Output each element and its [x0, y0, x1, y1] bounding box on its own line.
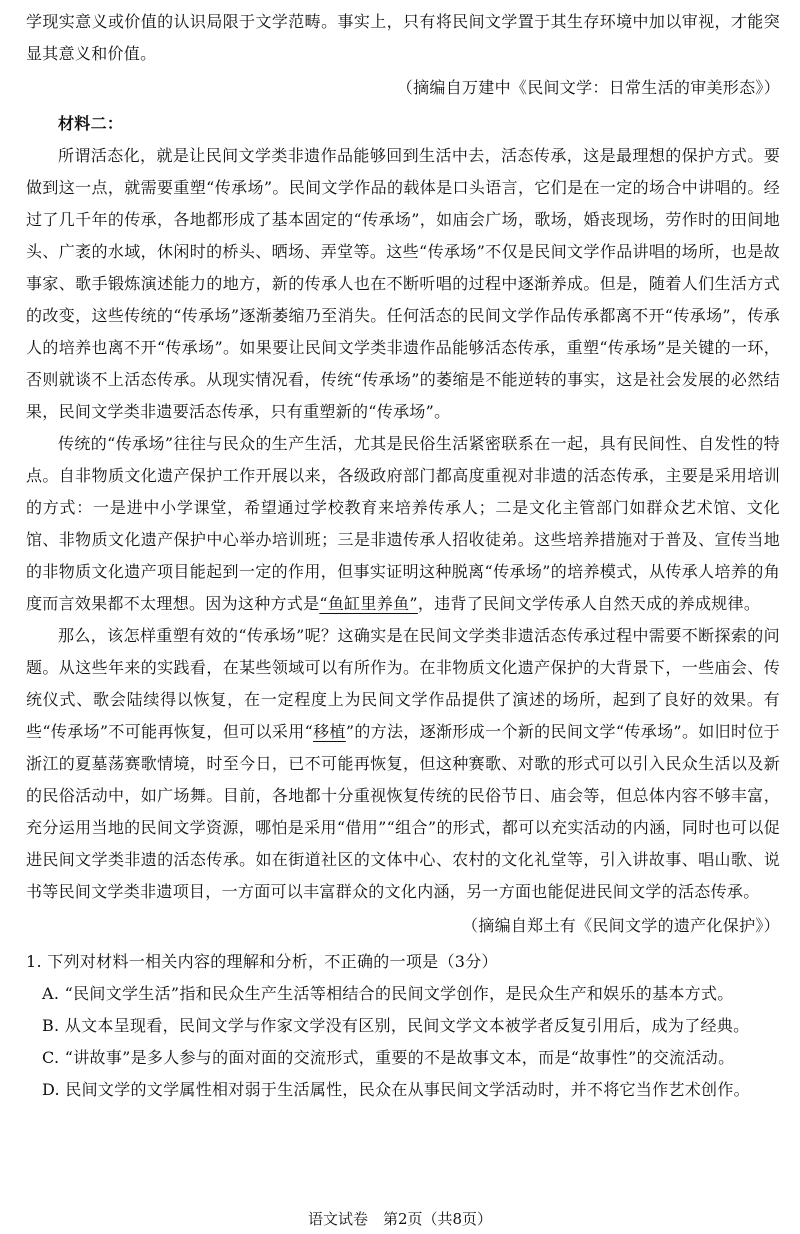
- question-1-option-b: B. 从文本呈现看，民间文学与作家文学没有区别，民间文学文本被学者反复引用后，成为了经典。: [42, 1016, 750, 1035]
- underlined-phrase-fish-tank: “鱼缸里养鱼”: [319, 594, 418, 613]
- material2-paragraph-3: 那么，该怎样重塑有效的“传承场”呢？这确实是在民间文学类非遗活态传承过程中需要不断探索的问题。从这些年来的实践看，在某些领域可以有所作为。在非物质文化遗产保护的大背景下，一些庙会、传统仪式、歌会陆续得以恢复，在一定程度上为民间文学作品提供了演述的场所，起到了良好的效果。有些“传承场”不可能再恢复，但可以采用“移植”的方法，逐渐形成一个新的民间文学“传承场”。如旧时位于浙江的夏墓荡赛歌情境，时至今日，已不可能再恢复，但这种赛歌、对歌的形式可以引入民众生活以及新的民俗活动中，如广场舞。目前，各地都十分重视恢复传统的民俗节日、庙会等，但总体内容不够丰富，充分运用当地的民间文学资源，哪怕是采用“借用”“组合”的形式，都可以充实活动的内涵，同时也可以促进民间文学类非遗的活态传承。如在街道社区的文体中心、农村的文化礼堂等，引入讲故事、唱山歌、说书等民间文学类非遗项目，一方面可以丰富群众的文化内涵，另一方面也能促进民间文学的活态传承。: [26, 626, 780, 901]
- page-footer: 语文试卷 第2页（共8页）: [307, 1210, 493, 1228]
- question-1-stem: 1. 下列对材料一相关内容的理解和分析，不正确的一项是（3分）: [26, 952, 498, 971]
- material1-tail: 学现实意义或价值的认识局限于文学范畴。事实上，只有将民间文学置于其生存环境中加以审视，才能突显其意义和价值。: [26, 12, 780, 63]
- source-citation-2: （摘编自郑土有《民间文学的遗产化保护》）: [461, 916, 780, 935]
- underlined-phrase-transplant: 移植: [313, 722, 346, 741]
- question-1-option-d: D. 民间文学的文学属性相对弱于生活属性，民众在从事民间文学活动时，并不将它当作艺术创作。: [42, 1080, 750, 1099]
- source-citation-1: （摘编自万建中《民间文学：日常生活的审美形态》）: [396, 78, 780, 97]
- material2-paragraph-2: 传统的“传承场”往往与民众的生产生活，尤其是民俗生活紧密联系在一起，具有民间性、自发性的特点。自非物质文化遗产保护工作开展以来，各级政府部门都高度重视对非遗的活态传承，主要是采用培训的方式：一是进中小学课堂，希望通过学校教育来培养传承人；二是文化主管部门如群众艺术馆、文化馆、非物质文化遗产保护中心举办培训班；三是非遗传承人招收徒弟。这些培养措施对于普及、宣传当地的非物质文化遗产项目能起到一定的作用，但事实证明这种脱离“传承场”的培养模式，从传承人培养的角度而言效果都不太理想。因为这种方式是“鱼缸里养鱼”，违背了民间文学传承人自然天成的养成规律。: [26, 434, 780, 613]
- question-1-option-a: A. “民间文学生活”指和民众生产生活等相结合的民间文学创作，是民众生产和娱乐的基本方式。: [42, 984, 734, 1003]
- question-1: [26, 946, 780, 1106]
- material2-paragraph-1: 所谓活态化，就是让民间文学类非遗作品能够回到生活中去，活态传承，这是最理想的保护方式。要做到这一点，就需要重塑“传承场”。民间文学作品的载体是口头语言，它们是在一定的场合中讲唱的。经过了几千年的传承，各地都形成了基本固定的“传承场”，如庙会广场，歌场，婚丧现场，劳作时的田间地头、广袤的水域，休闲时的桥头、晒场、弄堂等。这些“传承场”不仅是民间文学作品讲唱的场所，也是故事家、歌手锻炼演述能力的地方，新的传承人也在不断听唱的过程中逐渐养成。但是，随着人们生活方式的改变，这些传统的“传承场”逐渐萎缩乃至消失。任何活态的民间文学作品传承都离不开“传承场”，传承人的培养也离不开“传承场”。如果要让民间文学类非遗作品能够活态传承，重塑“传承场”是关键的一环，否则就谈不上活态传承。从现实情况看，传统“传承场”的萎缩是不能逆转的事实，这是社会发展的必然结果，民间文学类非遗要活态传承，只有重塑新的“传承场”。: [26, 146, 780, 421]
- material2-heading: 材料二：: [58, 114, 124, 133]
- question-1-option-c: C. “讲故事”是多人参与的面对面的交流形式，重要的不是故事文本，而是“故事性”的交流活动。: [42, 1048, 735, 1067]
